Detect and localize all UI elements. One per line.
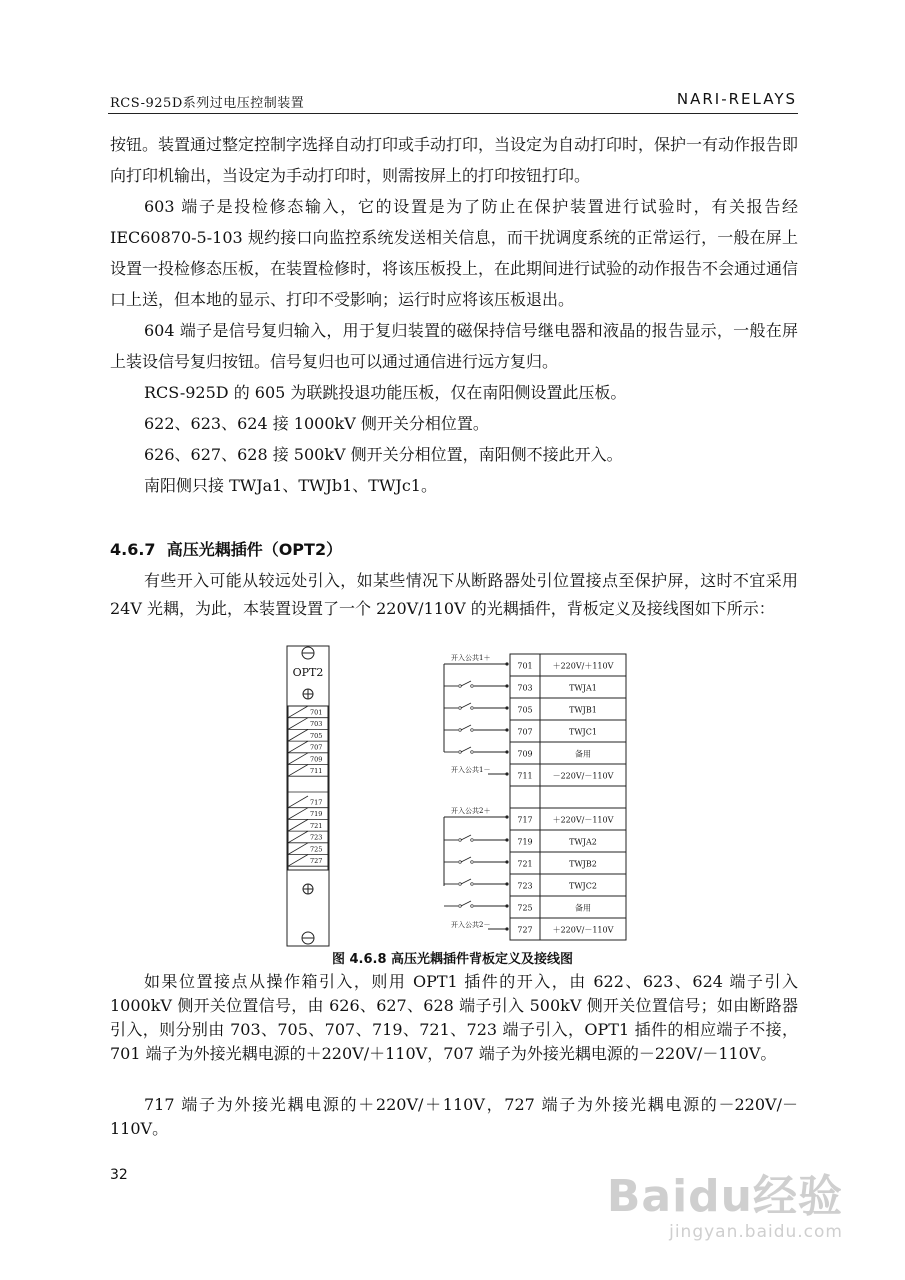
table-terminal-function: ＋220V/－110V <box>552 815 614 825</box>
header-brand: NARI-RELAYS <box>676 90 797 108</box>
table-terminal-number: 711 <box>517 771 533 781</box>
table-terminal-function: TWJC2 <box>569 881 597 891</box>
paragraph-terminal-604: 604 端子是信号复归输入，用于复归装置的磁保持信号继电器和液晶的报告显示，一般在屏上装设信号复归按钮。信号复归也可以通过通信进行远方复归。 <box>110 321 798 371</box>
panel-terminal-label: 711 <box>310 767 323 775</box>
common2-positive-label: 开入公共2＋ <box>451 807 491 815</box>
table-terminal-number: 705 <box>517 705 533 715</box>
switch-contact-icon <box>461 857 471 862</box>
table-terminal-number: 717 <box>517 815 533 825</box>
common1-positive-label: 开入公共1＋ <box>451 654 491 662</box>
panel-terminal-label: 721 <box>310 821 323 830</box>
panel-terminal-label: 701 <box>310 708 323 717</box>
table-terminal-number: 703 <box>517 683 533 693</box>
wiring-group-2 <box>444 806 509 931</box>
panel-terminal-label: 725 <box>310 845 323 854</box>
table-terminal-number: 727 <box>517 925 533 935</box>
table-terminal-function: TWJA1 <box>569 683 597 693</box>
table-terminal-number: 701 <box>517 661 533 671</box>
watermark-logo: Baidu经验 <box>606 1171 843 1222</box>
switch-contact-icon <box>461 703 471 708</box>
panel-terminal-label: 705 <box>310 731 323 740</box>
terminal-table <box>510 654 626 940</box>
panel-terminal-label: 723 <box>310 833 323 842</box>
table-terminal-function: 备用 <box>575 903 591 913</box>
watermark <box>607 1160 843 1242</box>
table-terminal-number: 725 <box>517 903 533 913</box>
table-terminal-number: 723 <box>517 881 533 891</box>
switch-contact-icon <box>461 835 471 840</box>
table-terminal-function: TWJB1 <box>569 705 597 715</box>
panel-terminal-label: 707 <box>310 743 323 752</box>
table-terminal-number: 719 <box>517 837 533 847</box>
panel-terminal-label: 719 <box>310 810 323 819</box>
panel-terminal-label: 717 <box>310 798 323 807</box>
table-terminal-function: 备用 <box>575 749 591 759</box>
table-terminal-function: －220V/－110V <box>552 771 614 781</box>
switch-contact-icon <box>461 901 471 906</box>
table-terminal-function: TWJC1 <box>569 727 597 737</box>
table-terminal-function: TWJB2 <box>569 859 597 869</box>
section-number: 4.6.7 <box>110 540 156 559</box>
table-terminal-number: 721 <box>517 859 533 869</box>
table-terminal-function: ＋220V/＋110V <box>552 661 614 671</box>
common1-negative-label: 开入公共1－ <box>451 766 491 774</box>
wiring-group-1 <box>444 653 509 776</box>
paragraph-print-button: 按钮。装置通过整定控制字选择自动打印或手动打印，当设定为自动打印时，保护一有动作报告即向打印机输出，当设定为手动打印时，则需按屏上的打印按钮打印。 <box>110 135 799 185</box>
table-terminal-number: 709 <box>517 749 533 759</box>
watermark-url: jingyan.baidu.com <box>669 1222 843 1242</box>
table-terminal-function: ＋220V/－110V <box>552 925 614 935</box>
paragraph-terminals-622-624: 622、623、624 接 1000kV 侧开关分相位置。 <box>144 414 489 433</box>
table-terminal-function: TWJA2 <box>569 837 597 847</box>
header-title: RCS-925D系列过电压控制装置 <box>110 96 305 111</box>
section-intro: 有些开入可能从较远处引入，如某些情况下从断路器处引位置接点至保护屏，这时不宜采用 24V 光耦，为此，本装置设置了一个 220V/110V 的光耦插件，背板定义及接线图如下所示： <box>110 571 798 618</box>
switch-contact-icon <box>461 879 471 884</box>
figure-caption: 图 4.6.8 高压光耦插件背板定义及接线图 <box>331 952 574 967</box>
paragraph-terminal-605: RCS-925D 的 605 为联跳投退功能压板，仅在南阳侧设置此压板。 <box>144 383 627 402</box>
page-number: 32 <box>110 1167 128 1183</box>
panel-terminal-cells <box>288 706 328 866</box>
section-title: 高压光耦插件（OPT2） <box>166 540 343 559</box>
table-terminal-number: 707 <box>517 727 533 737</box>
switch-contact-icon <box>461 747 471 752</box>
panel-terminal-label: 727 <box>310 857 323 865</box>
paragraph-nanyang-side: 南阳侧只接 TWJa1、TWJb1、TWJc1。 <box>144 476 437 495</box>
paragraph-terminal-603: 603 端子是投检修态输入，它的设置是为了防止在保护装置进行试验时，有关报告经 IEC60870-5-103 规约接口向监控系统发送相关信息，而干扰调度系统的正常运行，一般在屏上设置一投检修态压板，在装置检修时，将该压板投上，在此期间进行试验的动作报告不会通过通信口上送，但本地的显示、打印不受影响；运行时应将该压板退出。 <box>110 197 799 309</box>
panel-terminal-label: 703 <box>310 720 323 729</box>
panel-terminal-label: 709 <box>310 755 323 764</box>
opt2-panel <box>287 646 329 946</box>
common2-negative-label: 开入公共2－ <box>451 921 491 929</box>
panel-title: OPT2 <box>292 666 324 679</box>
switch-contact-icon <box>461 725 471 730</box>
paragraph-terminal-717-727: 717 端子为外接光耦电源的＋220V/＋110V，727 端子为外接光耦电源的－220V/－110V。 <box>110 1095 798 1138</box>
paragraph-opt1-usage: 如果位置接点从操作箱引入，则用 OPT1 插件的开入，由 622、623、624 端子引入 1000kV 侧开关位置信号，由 626、627、628 端子引入 500kV 侧开关位置信号；如由断路器引入，则分别由 703、705、707、719、721、723 端子引入，OPT1 插件的相应端子不接，701 端子为外接光耦电源的＋220V/＋110V，707 端子为外接光耦电源的－220V/－110V。 <box>110 972 798 1063</box>
paragraph-terminals-626-628: 626、627、628 接 500kV 侧开关分相位置，南阳侧不接此开入。 <box>144 445 623 464</box>
switch-contact-icon <box>461 681 471 686</box>
